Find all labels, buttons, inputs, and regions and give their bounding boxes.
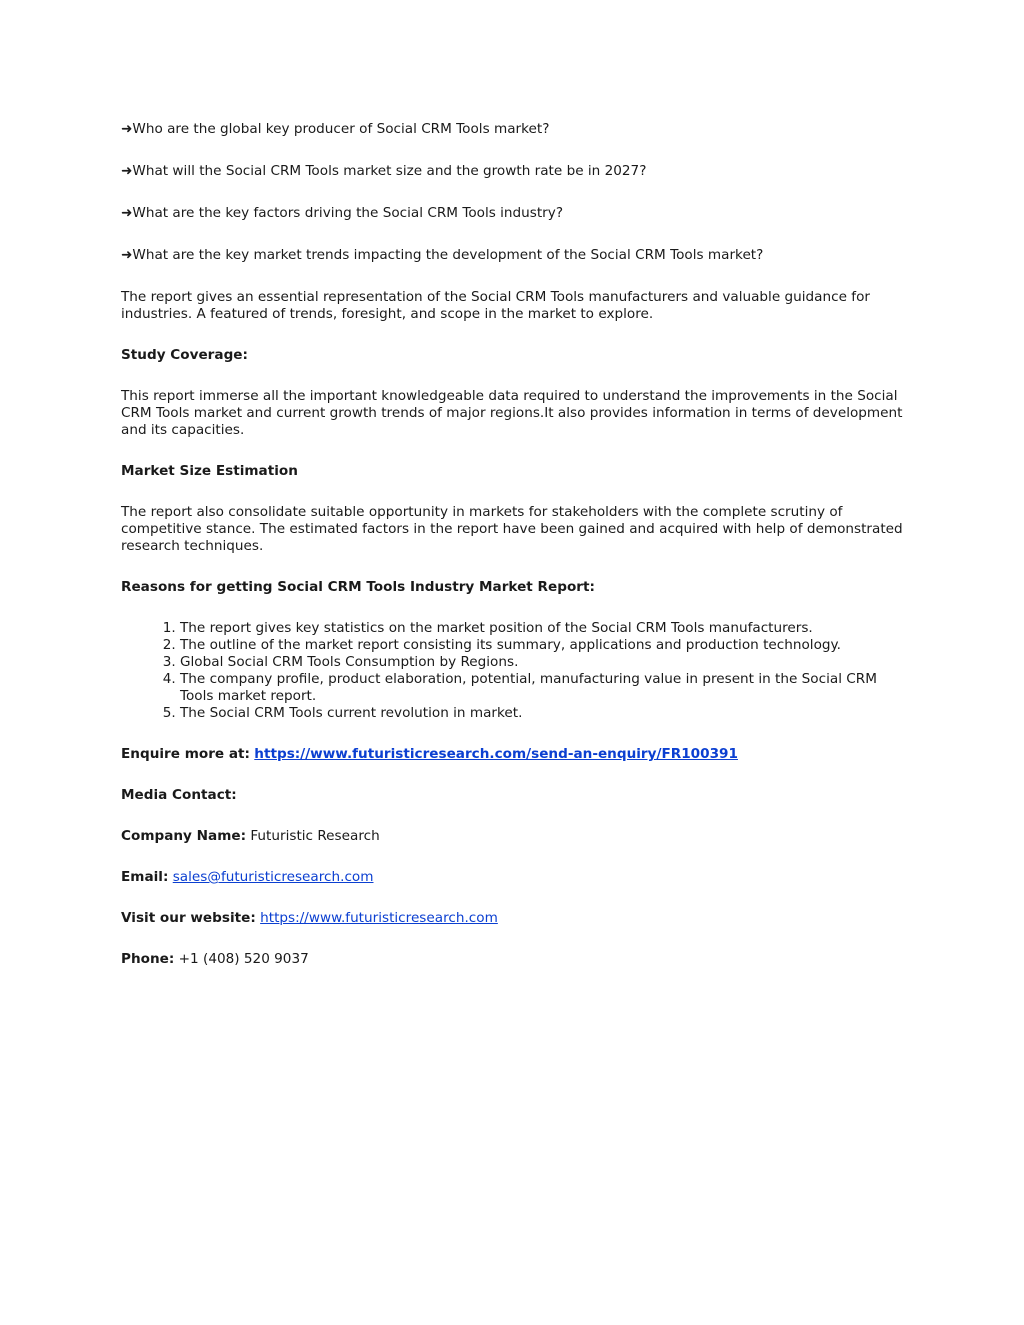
website-link[interactable]: https://www.futuristicresearch.com [260,910,498,926]
intro-paragraph: The report gives an essential representation of the Social CRM Tools manufacturers and valuable guidance for industries. A featured of trends, foresight, and scope in the market to explore. [121,289,870,322]
question-3 [121,205,906,222]
study-coverage-text: This report immerse all the important knowledgeable data required to understand the improvements in the Social CRM Tools market and current growth trends of major regions.It also provides information in terms of development and its capacities. [121,388,903,438]
list-item: 2. The outline of the market report consisting its summary, applications and production technology. [180,637,906,654]
reasons-list [121,620,906,722]
enquire-link[interactable]: https://www.futuristicresearch.com/send-an-enquiry/FR100391 [254,746,738,762]
list-item: 3. Global Social CRM Tools Consumption by Regions. [180,654,906,671]
document-page [121,121,906,992]
company-value: Futuristic Research [250,828,380,844]
media-contact-heading: Media Contact: [121,787,237,803]
question-text: Who are the global key producer of Social CRM Tools market? [132,121,550,137]
phone-value: +1 (408) 520 9037 [178,951,309,967]
study-coverage-heading: Study Coverage: [121,347,248,363]
arrow-icon: ➜ [121,205,133,221]
email-link[interactable]: sales@futuristicresearch.com [172,869,374,885]
arrow-icon: ➜ [121,163,133,179]
market-size-heading: Market Size Estimation [121,463,298,479]
question-2 [121,163,906,180]
company-label: Company Name: [121,828,247,844]
list-item: 5. The Social CRM Tools current revolution in market. [180,705,906,722]
question-text: What will the Social CRM Tools market size and the growth rate be in 2027? [132,163,647,179]
list-item: 1. The report gives key statistics on the market position of the Social CRM Tools manufacturers. [180,620,906,637]
reasons-heading: Reasons for getting Social CRM Tools Industry Market Report: [121,579,595,595]
email-line [121,869,906,886]
market-size-text: The report also consolidate suitable opportunity in markets for stakeholders with the complete scrutiny of competitive stance. The estimated factors in the report have been gained and acquired with help of demonstrated research techniques. [121,504,903,554]
company-line [121,828,906,845]
question-text: What are the key factors driving the Social CRM Tools industry? [132,205,564,221]
website-line [121,910,906,927]
list-item: 4. The company profile, product elaboration, potential, manufacturing value in present in the Social CRM Tools market report. [180,671,906,705]
question-1 [121,121,906,138]
website-label: Visit our website: [121,910,256,926]
enquire-label: Enquire more at: [121,746,250,762]
question-text: What are the key market trends impacting the development of the Social CRM Tools market? [132,247,764,263]
question-4 [121,247,906,264]
enquire-line [121,746,906,763]
arrow-icon: ➜ [121,121,133,137]
email-label: Email: [121,869,169,885]
phone-line [121,951,906,968]
arrow-icon: ➜ [121,247,133,263]
phone-label: Phone: [121,951,175,967]
